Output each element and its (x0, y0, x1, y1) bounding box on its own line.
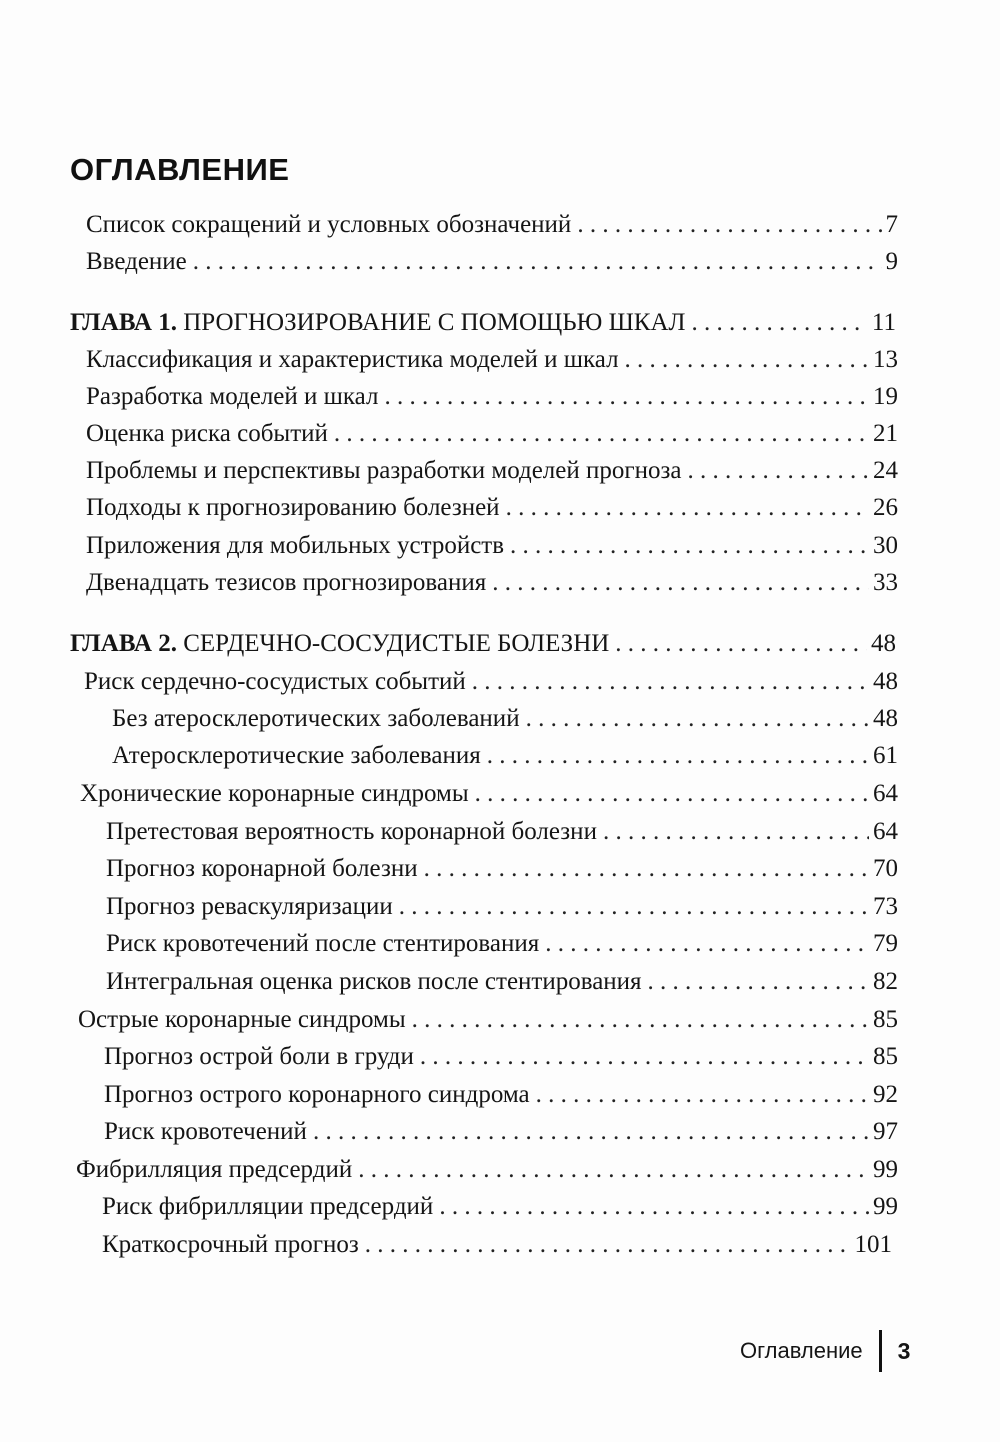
toc-entry-page: 99 (873, 1193, 898, 1220)
toc-entry-label: Прогноз коронарной болезни (106, 855, 418, 882)
toc-entry[interactable] (86, 209, 898, 241)
dot-leader (545, 928, 869, 960)
toc-entry[interactable] (86, 246, 898, 278)
toc-subentry[interactable] (104, 1116, 898, 1148)
dot-leader (420, 1041, 869, 1073)
dot-leader (365, 1229, 851, 1261)
footer-divider (879, 1330, 882, 1372)
toc-entry[interactable] (86, 381, 898, 413)
toc-entry-page: 48 (871, 630, 896, 657)
toc-entry[interactable] (78, 1004, 898, 1036)
toc-subentry[interactable] (102, 1191, 898, 1223)
toc-entry-label: Острые коронарные синдромы (78, 1006, 406, 1033)
toc-entry-label: Риск кровотечений (104, 1118, 307, 1145)
dot-leader (313, 1116, 869, 1148)
toc-entry-label: Приложения для мобильных устройств (86, 532, 505, 559)
toc-chapter-heading[interactable] (70, 307, 896, 339)
toc-entry[interactable] (86, 418, 898, 450)
toc-entry-label: Риск фибрилляции предсердий (102, 1193, 434, 1220)
toc-entry-page: 70 (873, 855, 898, 882)
toc-entry-page: 73 (873, 893, 898, 920)
chapter-title: ПРОГНОЗИРОВАНИЕ С ПОМОЩЬЮ ШКАЛ (176, 309, 686, 336)
toc-entry[interactable] (80, 778, 898, 810)
toc-entry-label (70, 628, 609, 660)
dot-leader (603, 816, 869, 848)
dot-leader (691, 307, 867, 339)
toc-chapter-heading[interactable] (70, 628, 896, 660)
toc-entry[interactable] (86, 455, 898, 487)
toc-entry-page: 33 (873, 569, 898, 596)
dot-leader (648, 966, 869, 998)
toc-entry-label (70, 307, 685, 339)
toc-subentry[interactable] (112, 740, 898, 772)
toc-entry-page: 92 (873, 1081, 898, 1108)
toc-entry-page: 24 (873, 457, 898, 484)
toc-entry-label: Прогноз острой боли в груди (104, 1043, 414, 1070)
dot-leader (536, 1079, 869, 1111)
toc-entry-page: 48 (873, 705, 898, 732)
toc-entry-label: Прогноз острого коронарного синдрома (104, 1081, 530, 1108)
dot-leader (492, 567, 869, 599)
dot-leader (688, 455, 870, 487)
toc-entry[interactable] (86, 344, 898, 376)
toc-entry-label: Разработка моделей и шкал (86, 383, 379, 410)
toc-entry-page: 85 (873, 1006, 898, 1033)
dot-leader (334, 418, 869, 450)
chapter-number: ГЛАВА 2. (70, 630, 177, 657)
toc-entry-page: 11 (871, 309, 896, 336)
dot-leader (193, 246, 882, 278)
toc-entry-page: 64 (873, 818, 898, 845)
toc-entry-label: Риск кровотечений после стентирования (106, 930, 540, 957)
toc-subentry[interactable] (102, 1229, 892, 1261)
running-header-section: Оглавление (740, 1338, 863, 1363)
dot-leader (625, 344, 869, 376)
toc-entry-page: 19 (873, 383, 898, 410)
toc-entry-label: Классификация и характеристика моделей и шкал (86, 346, 619, 373)
toc-entry-label: Прогноз реваскуляризации (106, 893, 393, 920)
toc-entry-label: Двенадцать тезисов прогнозирования (86, 569, 487, 596)
toc-entry-page: 30 (873, 532, 898, 559)
toc-subentry[interactable] (104, 1079, 898, 1111)
dot-leader (412, 1004, 869, 1036)
toc-entry-label: Претестовая вероятность коронарной болезни (106, 818, 597, 845)
dot-leader (615, 628, 867, 660)
toc-subentry[interactable] (106, 928, 898, 960)
dot-leader (577, 209, 881, 241)
toc-entry[interactable] (84, 666, 898, 698)
toc-entry-label: Интегральная оценка рисков после стентирования (106, 968, 642, 995)
toc-entry-page: 79 (873, 930, 898, 957)
toc-entry-page: 61 (873, 742, 898, 769)
toc-entry-label: Проблемы и перспективы разработки моделей прогноза (86, 457, 682, 484)
toc-entry[interactable] (76, 1154, 898, 1186)
dot-leader (506, 492, 869, 524)
dot-leader (472, 666, 869, 698)
toc-subentry[interactable] (106, 891, 898, 923)
toc-entry-page: 7 (885, 211, 898, 238)
toc-entry-label: Хронические коронарные синдромы (80, 780, 469, 807)
toc-entry-page: 82 (873, 968, 898, 995)
dot-leader (510, 530, 869, 562)
toc-entry[interactable] (86, 530, 898, 562)
toc-entry-label: Фибрилляция предсердий (76, 1156, 353, 1183)
toc-entry[interactable] (86, 567, 898, 599)
toc-entry-label: Подходы к прогнозированию болезней (86, 494, 500, 521)
toc-entry-label: Без атеросклеротических заболеваний (112, 705, 520, 732)
page-footer (740, 1330, 910, 1372)
page-title: ОГЛАВЛЕНИЕ (70, 152, 290, 187)
toc-entry-label: Список сокращений и условных обозначений (86, 211, 572, 238)
dot-leader (439, 1191, 869, 1223)
toc-entry-label: Оценка риска событий (86, 420, 328, 447)
toc-entry-page: 13 (873, 346, 898, 373)
toc-entry-page: 21 (873, 420, 898, 447)
toc-entry-label: Краткосрочный прогноз (102, 1231, 359, 1258)
toc-subentry[interactable] (104, 1041, 898, 1073)
toc-entry-page: 85 (873, 1043, 898, 1070)
toc-entry-label: Атеросклеротические заболевания (112, 742, 481, 769)
page-number: 3 (897, 1337, 911, 1364)
toc-entry[interactable] (86, 492, 898, 524)
toc-subentry[interactable] (106, 816, 898, 848)
toc-subentry[interactable] (112, 703, 898, 735)
toc-entry-page: 97 (873, 1118, 898, 1145)
toc-subentry[interactable] (106, 853, 898, 885)
dot-leader (487, 740, 869, 772)
dot-leader (424, 853, 869, 885)
chapter-number: ГЛАВА 1. (70, 309, 177, 336)
dot-leader (358, 1154, 869, 1186)
toc-entry-page: 48 (873, 668, 898, 695)
dot-leader (384, 381, 869, 413)
toc-entry-page: 64 (873, 780, 898, 807)
toc-subentry[interactable] (106, 966, 898, 998)
toc-entry-label: Риск сердечно-сосудистых событий (84, 668, 466, 695)
dot-leader (526, 703, 869, 735)
dot-leader (475, 778, 869, 810)
toc-entry-label: Введение (86, 248, 187, 275)
toc-entry-page: 9 (885, 248, 898, 275)
toc-entry-page: 99 (873, 1156, 898, 1183)
toc-entry-page: 26 (873, 494, 898, 521)
chapter-title: СЕРДЕЧНО-СОСУДИСТЫЕ БОЛЕЗНИ (176, 630, 610, 657)
toc-entry-page: 101 (854, 1231, 892, 1258)
dot-leader (399, 891, 869, 923)
